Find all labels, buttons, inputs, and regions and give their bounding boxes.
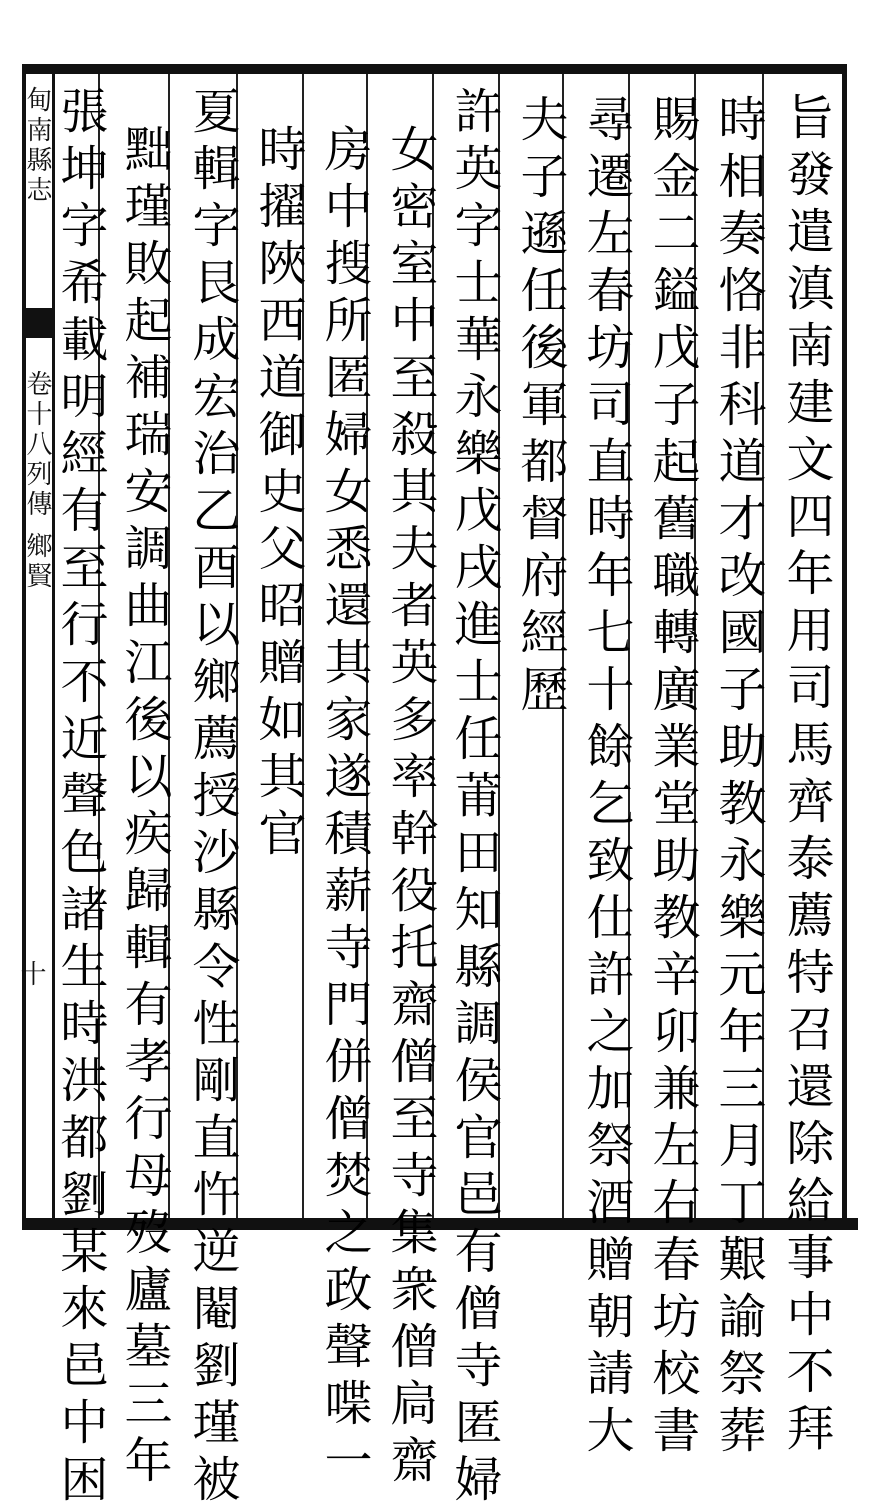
text-column-7: 女密室中至殺其夫者英多率幹役托齋僧至寺集衆僧扃齋: [382, 124, 438, 1492]
text-column-1: 旨發遣滇南建文四年用司馬齊泰薦特召還除給事中不拜: [778, 92, 834, 1460]
text-column-9: 時擢陜西道御史父昭贈如其官: [250, 124, 306, 865]
text-column-12: 張坤字希載明經有至行不近聲色諸生時洪都劉某來邑中困: [52, 86, 108, 1511]
text-column-5: 夫子遜任後軍都督府經歷: [512, 94, 568, 721]
text-column-2: 時相奏恪非科道才改國子助教永樂元年三月丁艱諭祭葬: [710, 94, 766, 1462]
text-column-3: 賜金二鎰戊子起舊職轉廣業堂助教辛卯兼左右春坊校書: [644, 94, 700, 1462]
text-column-10: 夏輯字艮成宏治乙酉以鄉薦授沙縣令性剛直忤逆閹劉瑾被: [184, 86, 240, 1511]
text-column-11: 黜瑾敗起補瑞安調曲江後以疾歸輯有孝行母歿廬墓三年: [116, 124, 172, 1492]
text-column-6: 許英字士華永樂戊戌進士任莆田知縣調侯官邑有僧寺匿婦: [446, 86, 502, 1511]
frame-right-border: [842, 64, 847, 1230]
text-column-4: 尋遷左春坊司直時年七十餘乞致仕許之加祭酒贈朝請大: [578, 94, 634, 1462]
frame-top-border: [22, 64, 844, 74]
block-center-gutter: [16, 74, 55, 1218]
leaf-number: 十: [16, 960, 46, 986]
fish-tail-mark: [22, 308, 52, 338]
gutter-book-title: 甸南縣志: [22, 86, 52, 206]
gutter-chapter-title: 卷十八列傳 鄉賢: [22, 370, 52, 593]
text-column-8: 房中搜所匿婦女悉還其家遂積薪寺門併僧焚之政聲喋一: [316, 124, 372, 1492]
